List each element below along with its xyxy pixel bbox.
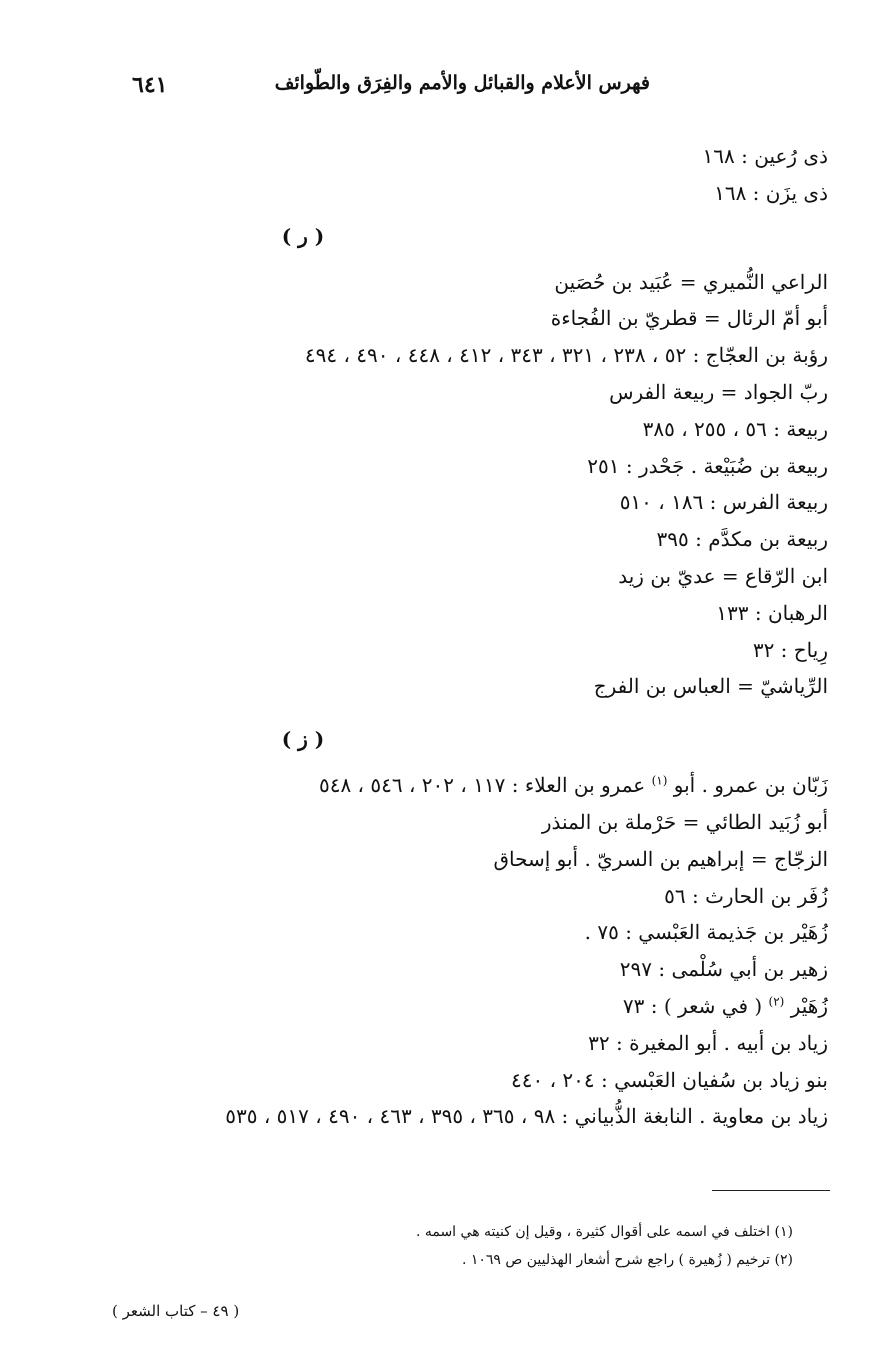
page-header xyxy=(120,72,650,108)
index-entries xyxy=(108,138,828,1135)
index-entry: زُفَر بن الحارث : ٥٦ xyxy=(664,883,828,908)
entry-text: زُهَيْر xyxy=(784,993,828,1018)
index-entry: بنو زياد بن سُفيان العَبْسي : ٢٠٤ ، ٤٤٠ xyxy=(510,1067,828,1092)
index-entry-with-footnote xyxy=(108,767,828,804)
index-entry: الزجّاج = إبراهيم بن السريّ . أبو إسحاق xyxy=(493,846,828,871)
index-entry: زياد بن أبيه . أبو المغيرة : ٣٢ xyxy=(588,1030,828,1055)
index-entry: زياد بن معاوية . النابغة الذُّبياني : ٩٨ ، ٣٦٥ ، ٣٩٥ ، ٤٦٣ ، ٤٩٠ ، ٥١٧ ، ٥٣٥ xyxy=(225,1104,828,1129)
index-entry: رِياح : ٣٢ xyxy=(752,637,828,662)
footnote-divider xyxy=(712,1190,830,1191)
index-entry-with-footnote xyxy=(108,988,828,1025)
entry-text: زَبّان بن عمرو . أبو xyxy=(667,773,828,798)
footnote-mark: (١) xyxy=(651,773,668,788)
section-heading-ra: ( ر ) xyxy=(281,223,325,248)
footnote: (١) اختلف في اسمه على أقوال كثيرة ، وقيل إن كنيته هي اسمه . xyxy=(415,1224,793,1240)
index-entry: ربيعة بن مكدَّم : ٣٩٥ xyxy=(656,527,828,552)
index-entry: زهير بن أبي سُلْمى : ٢٩٧ xyxy=(619,957,828,982)
index-entry: ذى رُعين : ١٦٨ xyxy=(702,144,828,168)
section-heading-zay: ( ز ) xyxy=(281,727,325,752)
index-entry: أبو زُبَيد الطائي = حَرْملة بن المنذر xyxy=(541,809,828,834)
page-number: ٦٤١ xyxy=(132,72,168,98)
index-entry: ربيعة : ٥٦ ، ٢٥٥ ، ٣٨٥ xyxy=(642,416,828,441)
index-entry: ربّ الجواد = ربيعة الفرس xyxy=(609,379,828,404)
entry-text: ( في شعر ) : ٧٣ xyxy=(622,993,769,1018)
running-title: فهرس الأعلام والقبائل والأمم والفِرَق والطّوائف xyxy=(274,72,650,94)
index-entry: أبو أمّ الرئال = قطريّ بن الفُجاءة xyxy=(550,306,828,331)
index-entry: ذى يزَن : ١٦٨ xyxy=(714,180,828,205)
index-entry: الرِّياشيّ = العباس بن الفرج xyxy=(593,674,828,699)
index-entry: ربيعة بن ضُبَيْعة . جَحْدر : ٢٥١ xyxy=(587,453,828,478)
index-entry: رؤبة بن العجّاج : ٥٢ ، ٢٣٨ ، ٣٢١ ، ٣٤٣ ، ٤١٢ ، ٤٤٨ ، ٤٩٠ ، ٤٩٤ xyxy=(304,343,828,368)
index-entry: ربيعة الفرس : ١٨٦ ، ٥١٠ xyxy=(619,490,828,515)
footnote: (٢) ترخيم ( زُهيرة ) راجع شرح أشعار الهذليين ص ١٠٦٩ . xyxy=(461,1252,793,1268)
index-entry: زُهَيْر بن جَذيمة العَبْسي : ٧٥ . xyxy=(584,920,828,945)
footnote-mark: (٢) xyxy=(768,994,785,1009)
footnotes xyxy=(193,1218,793,1274)
printer-signature: ( ٤٩ – كتاب الشعر ) xyxy=(112,1302,240,1320)
index-entry: ابن الرّقاع = عديّ بن زيد xyxy=(618,563,828,588)
index-entry: الراعي النُّميري = عُبَيد بن حُصَين xyxy=(554,269,828,294)
entry-text: عمرو بن العلاء : ١١٧ ، ٢٠٢ ، ٥٤٦ ، ٥٤٨ xyxy=(318,773,652,798)
index-entry: الرهبان : ١٣٣ xyxy=(716,600,828,625)
